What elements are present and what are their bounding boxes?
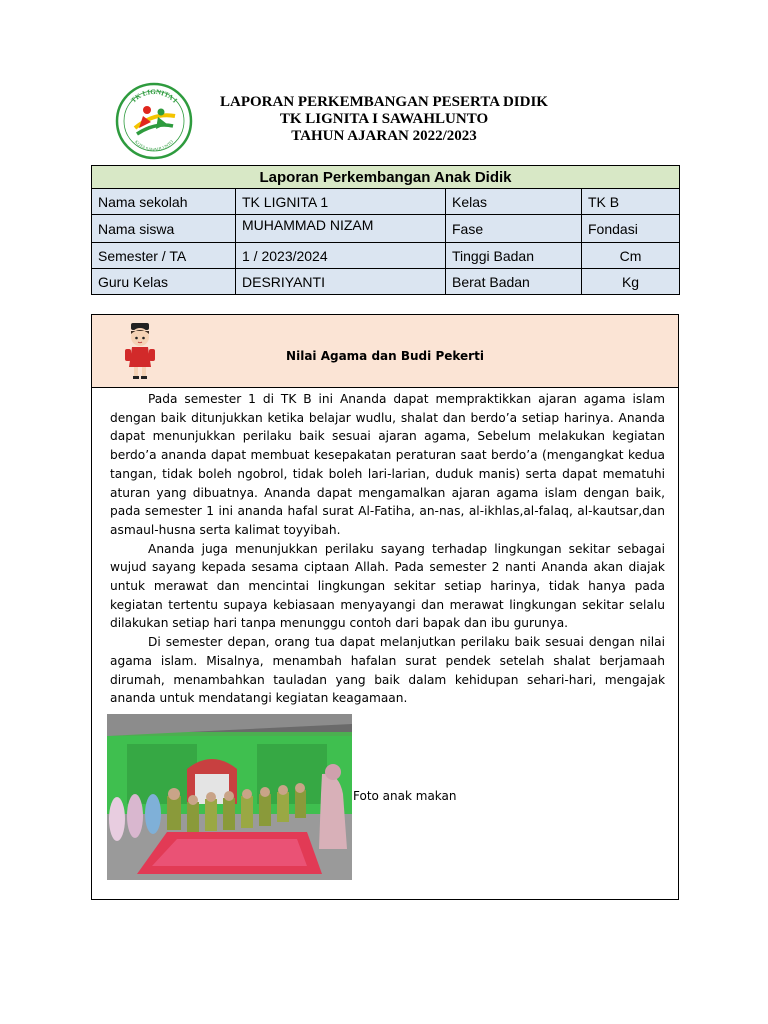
heading-line-3: TAHUN AJARAN 2022/2023 [291,128,477,144]
table-row [92,243,680,269]
value-school: TK LIGNITA 1 [236,189,446,215]
table-row [92,189,680,215]
section-body [110,390,665,708]
paragraph-2: Ananda juga menunjukkan perilaku sayang terhadap lingkungan sekitar sebagai wujud sayang kepada sesama ciptaan Allah. Pada semester 2 nanti Ananda akan diajak untuk merawat dan mencintai lingkungan sekitar setiap harinya, tidak hanya pada kegiatan tertentu supaya kebiasaan menyayangi dan merawat lingkungan sekitar selalu dilakukan setiap hari tanpa menunggu contoh dari bapak dan ibu gurunya. [110,541,665,631]
religion-section [91,314,679,900]
photo-caption: Foto anak makan [353,789,457,803]
label-teacher: Guru Kelas [92,269,236,295]
paragraph-3: Di semester depan, orang tua dapat melanjutkan perilaku baik sesuai dengan nilai agama islam. Misalnya, menambah hafalan surat pendek setelah shalat berjamaah dirumah, menambahkan tauladan yang baik dalam kehidupan sehari-hari, mengajak ananda untuk mendatangi kegiatan keagamaan. [110,635,665,706]
label-height: Tinggi Badan [446,243,582,269]
info-table-title: Laporan Perkembangan Anak Didik [92,166,680,189]
value-weight: Kg [582,269,680,295]
label-class: Kelas [446,189,582,215]
value-teacher: DESRIYANTI [236,269,446,295]
value-height: Cm [582,243,680,269]
label-school: Nama sekolah [92,189,236,215]
paragraph-1: Pada semester 1 di TK B ini Ananda dapat mempraktikkan ajaran agama islam dengan baik ditunjukkan ketika belajar wudlu, shalat dan berdo’a setiap harinya. Ananda dapat menunjukkan perilaku baik sesuai ajaran agama, Sebelum melakukan kegiatan berdo’a ananda dapat membuat kesepakatan peraturan saat berdo’a (mengangkat kedua tangan, tidak boleh ngobrol, tidak boleh lari-larian, duduk manis) serta dapat mematuhi aturan yang dibuatnya. Ananda dapat mengamalkan ajaran agama islam dengan baik, pada semester 1 ini ananda hafal surat Al-Fatiha, an-nas, al-ikhlas,al-falaq, al-kautsar,dan asmaul-husna serta kalimat toyyibah. [110,392,665,537]
activity-photo [107,714,352,880]
label-weight: Berat Badan [446,269,582,295]
value-student: MUHAMMAD NIZAM [236,215,446,243]
value-class: TK B [582,189,680,215]
logo-bottom-text: KOTA SAWAHLUNTO [133,139,175,153]
label-semester: Semester / TA [92,243,236,269]
value-phase: Fondasi [582,215,680,243]
label-student: Nama siswa [92,215,236,243]
table-row [92,269,680,295]
report-heading [180,94,588,145]
table-row [92,215,680,243]
label-phase: Fase [446,215,582,243]
heading-line-1: LAPORAN PERKEMBANGAN PESERTA DIDIK [220,94,548,110]
value-semester: 1 / 2023/2024 [236,243,446,269]
student-info-table [91,165,680,295]
section-header [92,315,678,388]
heading-line-2: TK LIGNITA I SAWAHLUNTO [279,111,489,127]
section-title: Nilai Agama dan Budi Pekerti [286,349,484,363]
logo-top-text: TK LIGNITA I [129,87,179,105]
